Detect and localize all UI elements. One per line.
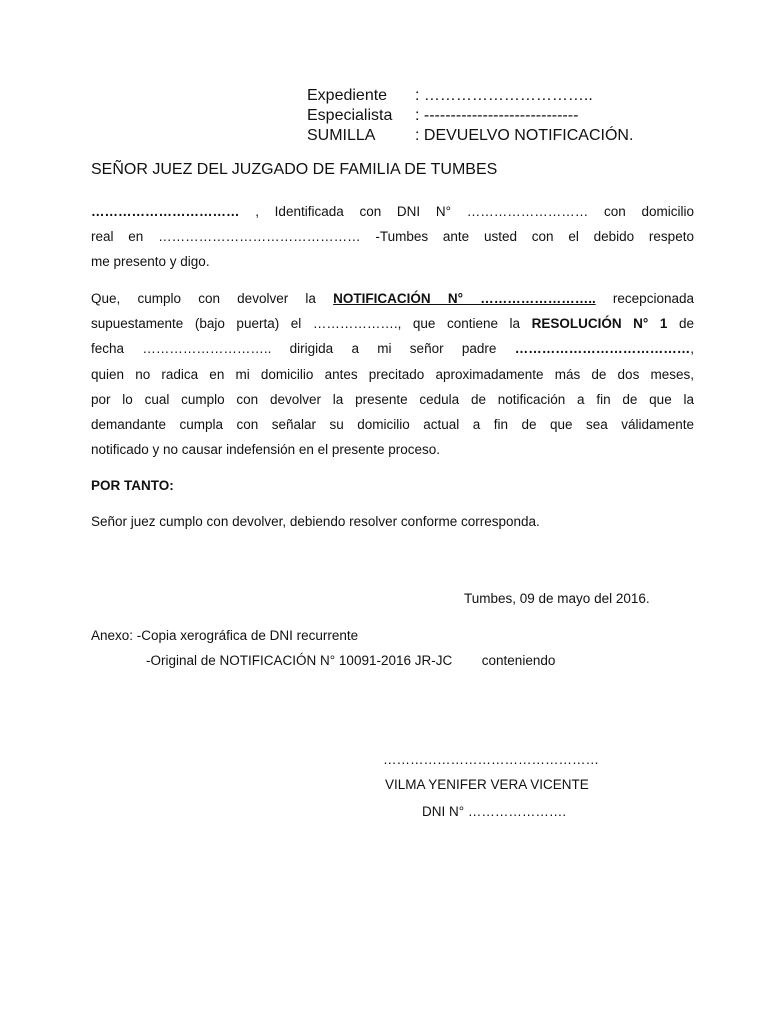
- body-bajo-puerta: supuestamente (bajo puerta) el: [91, 316, 302, 332]
- intro-line-1: [91, 199, 694, 224]
- expediente-value: : …………………………..: [415, 87, 593, 104]
- body-line-5: por lo cual cumplo con devolver la presente cedula de notificación a fin de que la: [91, 391, 694, 407]
- body-comma: ,: [690, 341, 694, 357]
- body-padre-blank: [515, 341, 694, 356]
- por-tanto-heading: POR TANTO:: [91, 478, 174, 493]
- body-notificacion-number: NOTIFICACIÓN N° ……………………..: [333, 291, 596, 306]
- body-paragraph: [91, 286, 694, 462]
- intro-identificada: , Identificada: [255, 204, 344, 219]
- signature-line: …………………………………………: [383, 752, 599, 767]
- annex-line-2: [146, 653, 555, 668]
- expediente-row: [307, 86, 633, 106]
- especialista-value: : -----------------------------: [415, 107, 579, 124]
- body-resolucion: RESOLUCIÓN N° 1: [531, 316, 668, 332]
- body-line-2: [91, 311, 694, 336]
- sumilla-label: SUMILLA: [307, 127, 376, 144]
- intro-address-blank: ………………………………………: [158, 229, 361, 245]
- body-line-1: [91, 286, 694, 311]
- intro-real-en: real en: [91, 229, 144, 245]
- body-devolver: Que, cumplo con devolver la: [91, 291, 316, 306]
- body-dirigida: dirigida a mi señor padre: [289, 341, 497, 357]
- body-date-blank: ………………., que contiene la: [312, 316, 521, 332]
- body-recepcionada: recepcionada: [612, 291, 694, 306]
- case-header: [307, 86, 633, 146]
- body-line-4: quien no radica en mi domicilio antes precitado aproximadamente más de dos meses,: [91, 366, 694, 382]
- annex-conteniendo: conteniendo: [481, 653, 556, 668]
- body-padre-dots: …………………………………: [514, 341, 691, 357]
- intro-line-2: [91, 224, 694, 249]
- expediente-label: Expediente: [307, 87, 388, 104]
- sumilla-row: [307, 126, 633, 146]
- signer-name: VILMA YENIFER VERA VICENTE: [385, 777, 589, 792]
- intro-line-3: me presento y digo.: [91, 254, 210, 270]
- addressee: SEÑOR JUEZ DEL JUZGADO DE FAMILIA DE TUMBES: [91, 161, 498, 178]
- body-line-7: notificado y no causar indefensión en el presente proceso.: [91, 442, 440, 458]
- body-line-3: [91, 336, 694, 361]
- petition-text: Señor juez cumplo con devolver, debiendo resolver conforme corresponda.: [91, 514, 540, 529]
- annex-original: -Original de NOTIFICACIÓN N° 10091-2016 JR-JC: [146, 653, 453, 668]
- intro-domicilio: con domicilio: [603, 204, 694, 219]
- body-fecha: fecha ………………………..: [91, 341, 272, 357]
- date-line: Tumbes, 09 de mayo del 2016.: [464, 591, 650, 606]
- sumilla-value: : DEVUELVO NOTIFICACIÓN.: [415, 127, 634, 144]
- intro-tumbes: -Tumbes ante usted con el debido respeto: [375, 229, 694, 245]
- annex-line-1: Anexo: -Copia xerográfica de DNI recurrente: [91, 628, 359, 643]
- especialista-row: [307, 106, 633, 126]
- body-de: de: [678, 316, 694, 332]
- intro-dni: con DNI N° ………………………: [359, 204, 589, 219]
- especialista-label: Especialista: [307, 107, 393, 124]
- signer-dni: DNI N° ………………….: [422, 804, 567, 819]
- intro-paragraph: [91, 199, 694, 275]
- intro-name-blank: ……………………………: [91, 204, 240, 219]
- body-line-6: demandante cumpla con señalar su domicilio actual a fin de que sea válidamente: [91, 417, 694, 433]
